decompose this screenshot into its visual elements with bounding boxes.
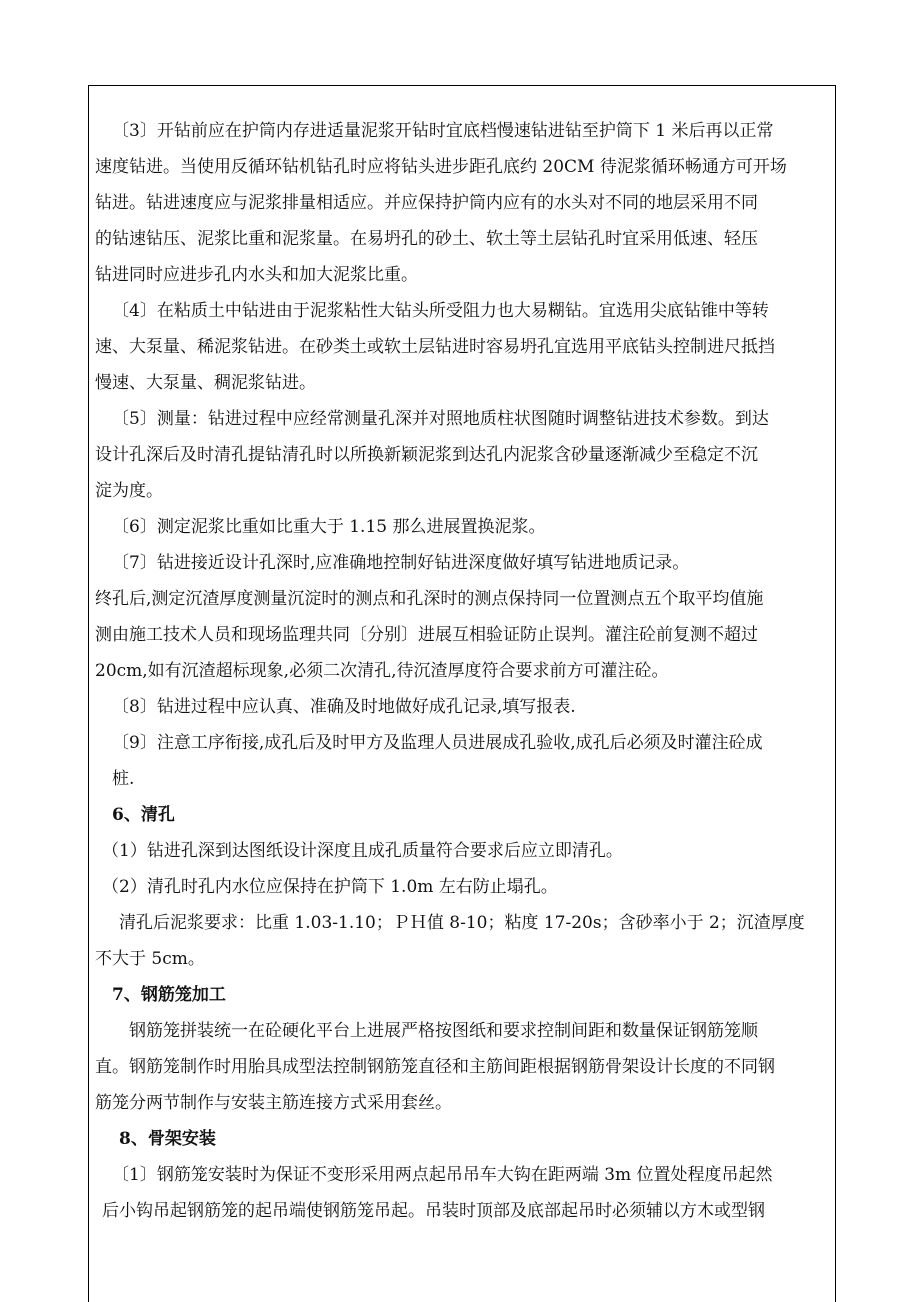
- text-line: 的钻速钻压、泥浆比重和泥浆量。在易坍孔的砂土、软土等土层钻孔时宜采用低速、轻压: [95, 229, 758, 249]
- text-line: 速、大泵量、稀泥浆钻进。在砂类土或软土层钻进时容易坍孔宜选用平底钻头控制进尺抵挡: [95, 337, 775, 357]
- text-line: 测由施工技术人员和现场监理共同〔分别〕进展互相验证防止误判。灌注砼前复测不超过: [95, 625, 758, 645]
- text-line: 20cm,如有沉渣超标现象,必须二次清孔,待沉渣厚度符合要求前方可灌注砼。: [95, 661, 669, 681]
- text-line: 直。钢筋笼制作时用胎具成型法控制钢筋笼直径和主筋间距根据钢筋骨架设计长度的不同钢: [95, 1057, 775, 1077]
- text-line: 慢速、大泵量、稠泥浆钻进。: [95, 373, 316, 393]
- text-line: 速度钻进。当使用反循环钻机钻孔时应将钻头进步距孔底约 20CM 待泥浆循环畅通方可开场: [95, 157, 787, 177]
- text-line: 不大于 5cm。: [95, 949, 205, 969]
- text-line: 桩.: [112, 769, 135, 789]
- text-line: 设计孔深后及时清孔提钻清孔时以所换新颖泥浆到达孔内泥浆含砂量逐渐减少至稳定不沉: [95, 445, 758, 465]
- text-line: 淀为度。: [95, 481, 163, 501]
- text-line: 筋笼分两节制作与安装主筋连接方式采用套丝。: [95, 1093, 452, 1113]
- text-line: 〔4〕在粘质土中钻进由于泥浆粘性大钻头所受阻力也大易糊钻。宜选用尖底钻锥中等转: [112, 301, 769, 321]
- text-line: （1）钻进孔深到达图纸设计深度且成孔质量符合要求后应立即清孔。: [102, 841, 623, 861]
- text-line: 钻进。钻进速度应与泥浆排量相适应。并应保持护筒内应有的水头对不同的地层采用不同: [95, 193, 758, 213]
- text-line: 钻进同时应进步孔内水头和加大泥浆比重。: [95, 265, 418, 285]
- text-line: 后小钩吊起钢筋笼的起吊端使钢筋笼吊起。吊装时顶部及底部起吊时必须辅以方木或型钢: [102, 1201, 765, 1221]
- text-line: 〔1〕钢筋笼安装时为保证不变形采用两点起吊吊车大钩在距两端 3m 位置处程度吊起然: [112, 1165, 773, 1185]
- text-line: 钢筋笼拼装统一在砼硬化平台上进展严格按图纸和要求控制间距和数量保证钢筋笼顺: [129, 1021, 758, 1041]
- text-line: 〔9〕注意工序衔接,成孔后及时甲方及监理人员进展成孔验收,成孔后必须及时灌注砼成: [112, 733, 763, 753]
- text-line: （2）清孔时孔内水位应保持在护筒下 1.0m 左右防止塌孔。: [102, 877, 558, 897]
- section-heading: 6、清孔: [112, 805, 175, 825]
- text-line: 〔5〕测量：钻进过程中应经常测量孔深并对照地质柱状图随时调整钻进技术参数。到达: [112, 409, 769, 429]
- text-line: 〔3〕开钻前应在护筒内存进适量泥浆开钻时宜底档慢速钻进钻至护筒下 1 米后再以正常: [112, 121, 774, 141]
- section-heading: 7、钢筋笼加工: [112, 985, 226, 1005]
- section-heading: 8、骨架安装: [119, 1129, 216, 1149]
- text-line: 〔8〕钻进过程中应认真、准确及时地做好成孔记录,填写报表.: [112, 697, 576, 717]
- text-line: 清孔后泥浆要求：比重 1.03-1.10；ＰＨ值 8-10；粘度 17-20s；含砂率小于 2；沉渣厚度: [119, 913, 805, 933]
- text-line: 〔6〕测定泥浆比重如比重大于 1.15 那么进展置换泥浆。: [112, 517, 546, 537]
- text-line: 终孔后,测定沉渣厚度测量沉淀时的测点和孔深时的测点保持同一位置测点五个取平均值施: [95, 589, 764, 609]
- text-line: 〔7〕钻进接近设计孔深时,应准确地控制好钻进深度做好填写钻进地质记录。: [112, 553, 690, 573]
